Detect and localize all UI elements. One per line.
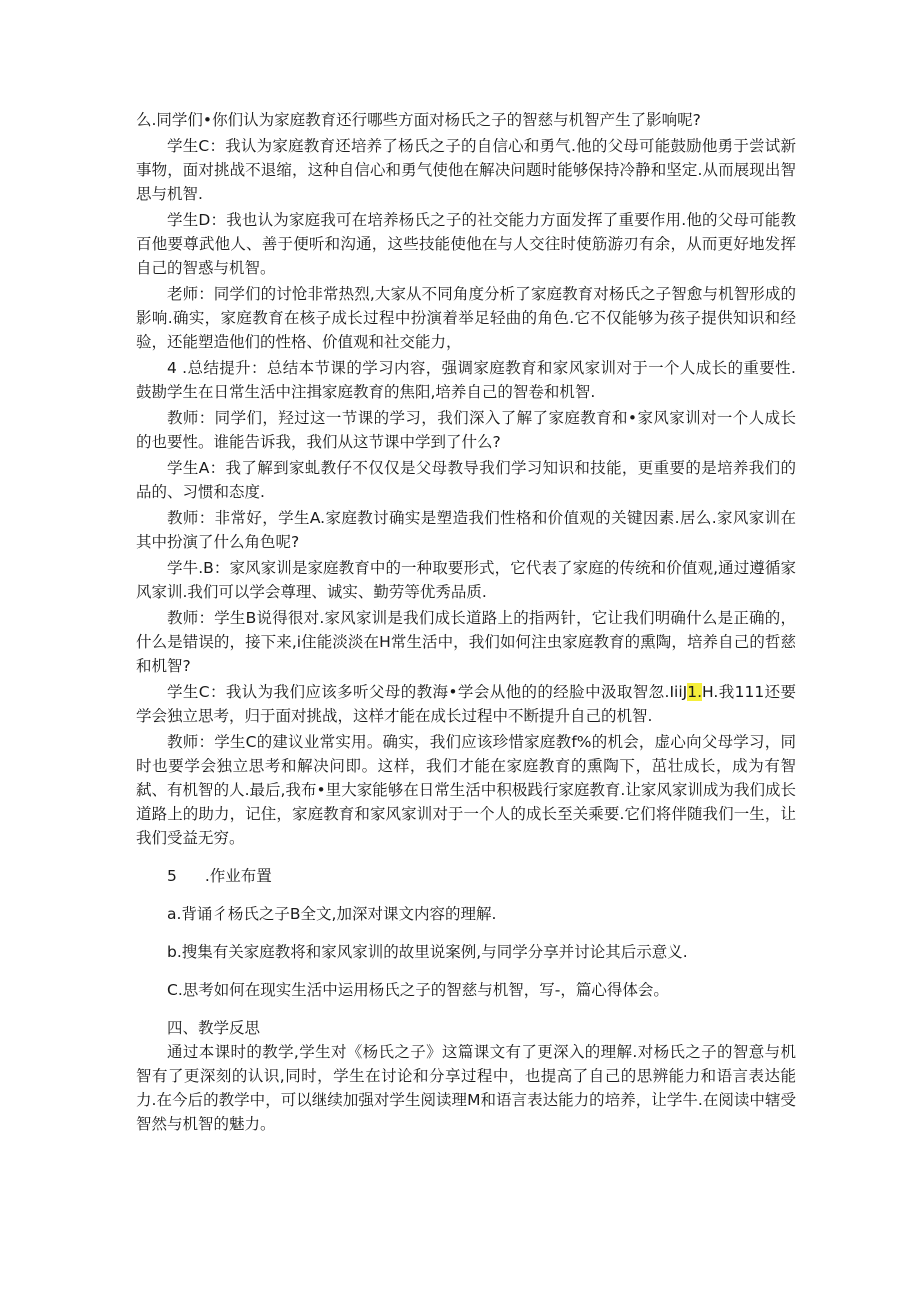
section-title: .作业布置 [204, 867, 272, 885]
paragraph: 教师：非常好，学生A.家庭教讨确实是塑造我们性格和价值观的关键因素.居么.家风家训在其中扮演了什么角色呢? [136, 509, 796, 551]
text-run: H.我111还要学会独立思考，归于面对挑战，这样才能在成长过程中不断提升自己的机智. [136, 683, 796, 725]
paragraph: 教师：学生C的建议业常实用。确实，我们应该珍惜家庭教f%的机会，虚心向父母学习，同时也要学会独立思考和解决问即。这样，我们才能在家庭教育的熏陶下，茁壮成长，成为有智弑、有机智的人.最后,我布•里大家能够在日常生活中积极践行家庭教育.让家风家训成为我们成长道路上的助力，记住，家庭教育和家风家训对于一个人的成长至关乘要.它们将伴随我们一生，让我们受益无穷。 [136, 733, 796, 847]
summary-paragraph: 4 .总结提升：总结本节课的学习内容，强调家庭教育和家风家训对于一个人成长的重要性.鼓勘学生在日常生活中注揖家庭教育的焦阳,培养自己的智卷和机智. [136, 359, 796, 401]
homework-item: a.背诵彳杨氏之子B全文,加深对课文内容的理解. [167, 905, 497, 923]
paragraph: 学生C：我认为家庭教育还培养了杨氏之子的自信心和勇气.他的父母可能鼓励他勇于尝试新事物，面对挑战不退缩，这种自信心和勇气使他在解决问题时能够保持冷静和坚定.从而展现出智思与机智. [136, 137, 796, 203]
paragraph: 学牛.B：家风家训是家庭教育中的一种取要形式，它代表了家庭的传统和价值观,通过遵循家风家训.我们可以学会尊理、诚实、勤劳等优秀品质. [136, 559, 796, 601]
paragraph: 老师：同学们的讨怆非常热烈,大家从不同角度分析了家庭教育对杨氏之子智愈与机智形成的影响.确实，家庭教育在核子成长过程中扮演着举足轻曲的角色.它不仅能够为孩子提供知识和经验，还能塑造他们的性格、价值观和社交能力， [136, 285, 796, 351]
paragraph: 教师：同学们，羟过这一节课的学习，我们深入了解了家庭教育和•家风家训对一个人成长的也要性。谁能告诉我，我们从这节课中学到了什么? [136, 409, 796, 451]
paragraph: 教师：学生B说得很对.家风家训是我们成长道路上的指两针，它让我们明确什么是正确的，什么是错误的，接下来,i住能淡淡在H常生活中，我们如何注虫家庭教育的熏陶，培养自己的哲慈和机智? [136, 609, 796, 675]
homework-item: C.思考如何在现实生活中运用杨氏之子的智慈与机智，写-，篇心得体会。 [167, 981, 669, 999]
paragraph: 学生A：我了解到家虬教仔不仅仅是父母教导我们学习知识和技能，更重要的是培养我们的品的、习惯和态度. [136, 459, 796, 501]
highlighted-text: 1. [687, 683, 703, 701]
text-run: 学生C：我认为我们应该多听父母的教海•学会从他的的经脸中汲取智忽.IiiJ [167, 683, 688, 701]
homework-heading [136, 864, 796, 888]
paragraph: 学生D：我也认为家庭我可在培养杨氏之子的社交能力方面发挥了重要作用.他的父母可能教百他要尊武他人、善于便听和沟通，这些技能使他在与人交往时使筋游刃有余，从而更好地发挥自己的智惑与机智。 [136, 211, 796, 277]
reflection-heading: 四、教学反思 [167, 1019, 261, 1037]
homework-item: b.搜集有关家庭教将和家风家训的故里说案例,与同学分享并讨论其后示意义. [167, 943, 688, 961]
paragraph: 么.同学们•你们认为家庭教育还行哪些方面对杨氏之子的智慈与机智产生了影响呢? [136, 111, 701, 129]
reflection-paragraph: 通过本课时的教学,学生对《杨氏之子》这篇课文有了更深入的理解.对杨氏之子的智意与机智有了更深刻的认识,同时，学生在讨论和分享过程中，也提高了自己的思辨能力和语言表达能力.在今后的教学中，可以继续加强对学生阅读理M和语言表达能力的培养，让学牛.在阅读中辖受智然与机智的魅力。 [136, 1043, 796, 1133]
paragraph-with-highlight [136, 680, 796, 728]
document-page [136, 108, 796, 1136]
section-number: 5 [167, 867, 177, 885]
